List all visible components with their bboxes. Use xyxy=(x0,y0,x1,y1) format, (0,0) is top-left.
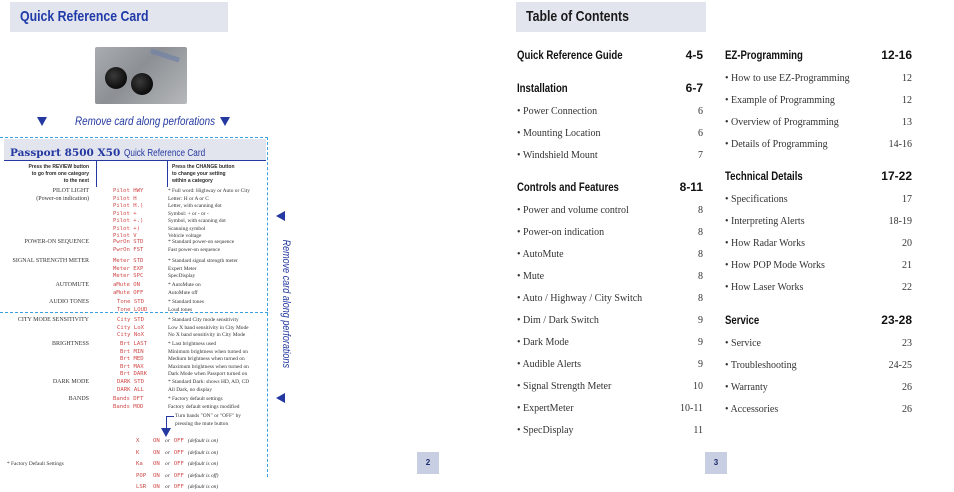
toc-item[interactable]: • Accessories xyxy=(725,404,779,415)
toc-item[interactable]: • How Radar Works xyxy=(725,238,805,249)
perforation-line xyxy=(0,137,268,138)
perforation-line xyxy=(267,137,268,477)
toc-item-page: 6 xyxy=(698,128,703,139)
bands-list xyxy=(136,434,218,492)
toc-item-page: 12 xyxy=(902,73,912,84)
band-row: LSR ON or OFF (default is on) xyxy=(136,484,219,490)
quick-reference-title-bar xyxy=(10,2,228,32)
band-row: Ka ON or OFF (default is on) xyxy=(136,461,219,467)
toc-heading-pages[interactable]: 23-28 xyxy=(881,313,912,327)
toc-item[interactable]: • Troubleshooting xyxy=(725,360,797,371)
row-label: PILOT LIGHT (Power-on indication) xyxy=(36,188,89,202)
toc-item[interactable]: • Details of Programming xyxy=(725,139,828,150)
toc-item[interactable]: • Warranty xyxy=(725,382,768,393)
row-label: AUTOMUTE xyxy=(55,282,89,288)
toc-item[interactable]: • Example of Programming xyxy=(725,95,835,106)
toc-item-page: 8 xyxy=(698,205,703,216)
toc-item[interactable]: • ExpertMeter xyxy=(517,403,574,414)
toc-title-bar xyxy=(516,2,706,32)
toc-heading[interactable]: EZ-Programming xyxy=(725,48,803,62)
row-codes: City STD City LoX City NoX xyxy=(117,317,144,338)
toc-item[interactable]: • Audible Alerts xyxy=(517,359,582,370)
toc-item-page: 8 xyxy=(698,293,703,304)
vertical-caption: Remove card along perforations xyxy=(280,239,292,368)
toc-item-page: 12 xyxy=(902,95,912,106)
toc-item-page: 9 xyxy=(698,337,703,348)
row-notes: * Standard power-on sequence Fast power-on sequence xyxy=(168,239,235,253)
page-number-right: 3 xyxy=(705,452,727,474)
row-label: CITY MODE SENSITIVITY xyxy=(17,317,89,323)
arrow-down-icon xyxy=(37,117,47,126)
row-notes: * Factory default settings Factory default settings modified xyxy=(168,396,240,410)
remove-caption: Remove card along perforations xyxy=(75,114,216,128)
toc-heading-pages[interactable]: 6-7 xyxy=(685,81,703,95)
row-codes: Meter STD Meter EXP Meter SPC xyxy=(113,258,144,279)
toc-item[interactable]: • Specifications xyxy=(725,194,788,205)
row-notes: * Standard tones Loud tones xyxy=(168,299,204,313)
change-instructions: Press the CHANGE button to change your setting within a category xyxy=(172,164,235,184)
toc-item-page: 6 xyxy=(698,106,703,117)
toc-item-page: 18-19 xyxy=(888,216,912,227)
row-notes: * Standard signal strength meter Expert Meter SpecDisplay xyxy=(168,258,238,279)
toc-item[interactable]: • AutoMute xyxy=(517,249,564,260)
toc-heading-pages[interactable]: 8-11 xyxy=(679,180,703,194)
toc-item-page: 9 xyxy=(698,359,703,370)
page-title: Table of Contents xyxy=(526,8,629,25)
toc-item[interactable]: • Service xyxy=(725,338,761,349)
row-codes: Bands DFT Bands MOD xyxy=(113,396,144,410)
toc-item-page: 23 xyxy=(902,338,912,349)
row-codes: Pilot HWY Pilot H Pilot H.) Pilot + Pilot +.) Pilot +) Pilot V xyxy=(113,188,144,239)
toc-item[interactable]: • Power Connection xyxy=(517,106,598,117)
row-notes: * Standard Dark: shows HD, AD, CD All Dark, no display xyxy=(168,379,250,393)
toc-item-page: 10 xyxy=(693,381,703,392)
toc-item-page: 17 xyxy=(902,194,912,205)
page-number-left: 2 xyxy=(417,452,439,474)
band-row: POP ON or OFF (default is off) xyxy=(136,472,219,479)
row-codes: Tone STD Tone LOUD xyxy=(117,299,148,313)
toc-item-page: 7 xyxy=(698,150,703,161)
row-label: SIGNAL STRENGTH METER xyxy=(12,258,89,264)
radar-detector-photo xyxy=(95,47,187,104)
row-codes: DARK STD DARK ALL xyxy=(117,379,144,393)
row-notes: * Standard City mode sensitivity Low X band sensitivity in City Mode No X band sensitivity in City Mode xyxy=(168,317,249,338)
card-header xyxy=(4,139,266,161)
row-notes: * AutoMute on AutoMute off xyxy=(168,282,201,296)
arrow-left-icon xyxy=(276,211,285,221)
toc-item-page: 24-25 xyxy=(888,360,912,371)
toc-item-page: 10-11 xyxy=(680,403,703,414)
arrow-down-icon xyxy=(220,117,230,126)
toc-item[interactable]: • Mounting Location xyxy=(517,128,601,139)
toc-item[interactable]: • Auto / Highway / City Switch xyxy=(517,293,643,304)
row-label: POWER-ON SEQUENCE xyxy=(24,239,89,245)
row-label: AUDIO TONES xyxy=(49,299,89,305)
toc-heading-pages[interactable]: 12-16 xyxy=(881,48,912,62)
review-instructions: Press the REVIEW button to go from one category to the next xyxy=(28,164,89,184)
change-pointer-line xyxy=(167,160,168,187)
toc-item-page: 20 xyxy=(902,238,912,249)
arrow-left-icon xyxy=(276,393,285,403)
toc-heading[interactable]: Technical Details xyxy=(725,169,803,183)
toc-item-page: 8 xyxy=(698,249,703,260)
toc-item-page: 8 xyxy=(698,227,703,238)
turn-bands-note: Turn bands "ON" or "OFF" by pressing the mute button xyxy=(175,413,241,427)
toc-item[interactable]: • Mute xyxy=(517,271,545,282)
band-row: K ON or OFF (default is on) xyxy=(136,449,219,456)
review-pointer-line xyxy=(96,160,97,187)
toc-item[interactable]: • How POP Mode Works xyxy=(725,260,825,271)
toc-heading[interactable]: Quick Reference Guide xyxy=(517,48,623,62)
toc-item-page: 13 xyxy=(902,117,912,128)
toc-item[interactable]: • Power-on indication xyxy=(517,227,605,238)
band-row: X ON or OFF (default is on) xyxy=(136,438,219,444)
row-codes: aMute ON aMute OFF xyxy=(113,282,144,296)
toc-heading[interactable]: Installation xyxy=(517,81,568,95)
toc-item-page: 26 xyxy=(902,382,912,393)
toc-item[interactable]: • Dim / Dark Switch xyxy=(517,315,599,326)
footnote: * Factory Default Settings xyxy=(7,461,64,467)
toc-item[interactable]: • Windshield Mount xyxy=(517,150,598,161)
toc-item[interactable]: • SpecDisplay xyxy=(517,425,574,436)
toc-heading-pages[interactable]: 4-5 xyxy=(685,48,703,62)
toc-heading[interactable]: Controls and Features xyxy=(517,180,619,194)
toc-item[interactable]: • Interpreting Alerts xyxy=(725,216,805,227)
row-codes: Brt LAST Brt MIN Brt MED Brt MAX Brt DARK xyxy=(120,341,147,377)
row-label: BANDS xyxy=(68,396,89,402)
toc-item[interactable]: • Overview of Programming xyxy=(725,117,839,128)
toc-item[interactable]: • How Laser Works xyxy=(725,282,804,293)
toc-item-page: 26 xyxy=(902,404,912,415)
row-label: DARK MODE xyxy=(52,379,89,385)
bands-pointer-line xyxy=(166,416,174,417)
row-notes: * Last brightness used Minimum brightness when turned on Medium brightness when turned on Maximum brightness when turned on Dark Mode when Passport turned on xyxy=(168,341,249,377)
toc-item[interactable]: • How to use EZ-Programming xyxy=(725,73,850,84)
toc-item-page: 11 xyxy=(693,425,703,436)
page-title: Quick Reference Card xyxy=(20,8,149,25)
toc-item-page: 21 xyxy=(902,260,912,271)
toc-heading-pages[interactable]: 17-22 xyxy=(881,169,912,183)
toc-item-page: 14-16 xyxy=(888,139,912,150)
row-codes: PwrOn STD PwrOn FST xyxy=(113,239,144,253)
toc-item[interactable]: • Signal Strength Meter xyxy=(517,381,612,392)
row-notes: * Full word: Highway or Auto or City Letter: H or A or C Letter, with scanning dot Symbol: + or - or - Symbol, with scanning dot Scanning symbol Vehicle voltage xyxy=(168,188,250,239)
toc-heading[interactable]: Service xyxy=(725,313,760,327)
toc-item-page: 22 xyxy=(902,282,912,293)
row-label: BRIGHTNESS xyxy=(51,341,89,347)
toc-item[interactable]: • Dark Mode xyxy=(517,337,569,348)
card-subtitle: Quick Reference Card xyxy=(124,148,206,159)
toc-item-page: 8 xyxy=(698,271,703,282)
toc-item-page: 9 xyxy=(698,315,703,326)
toc-item[interactable]: • Power and volume control xyxy=(517,205,629,216)
card-model: Passport 8500 X50 xyxy=(10,147,121,159)
